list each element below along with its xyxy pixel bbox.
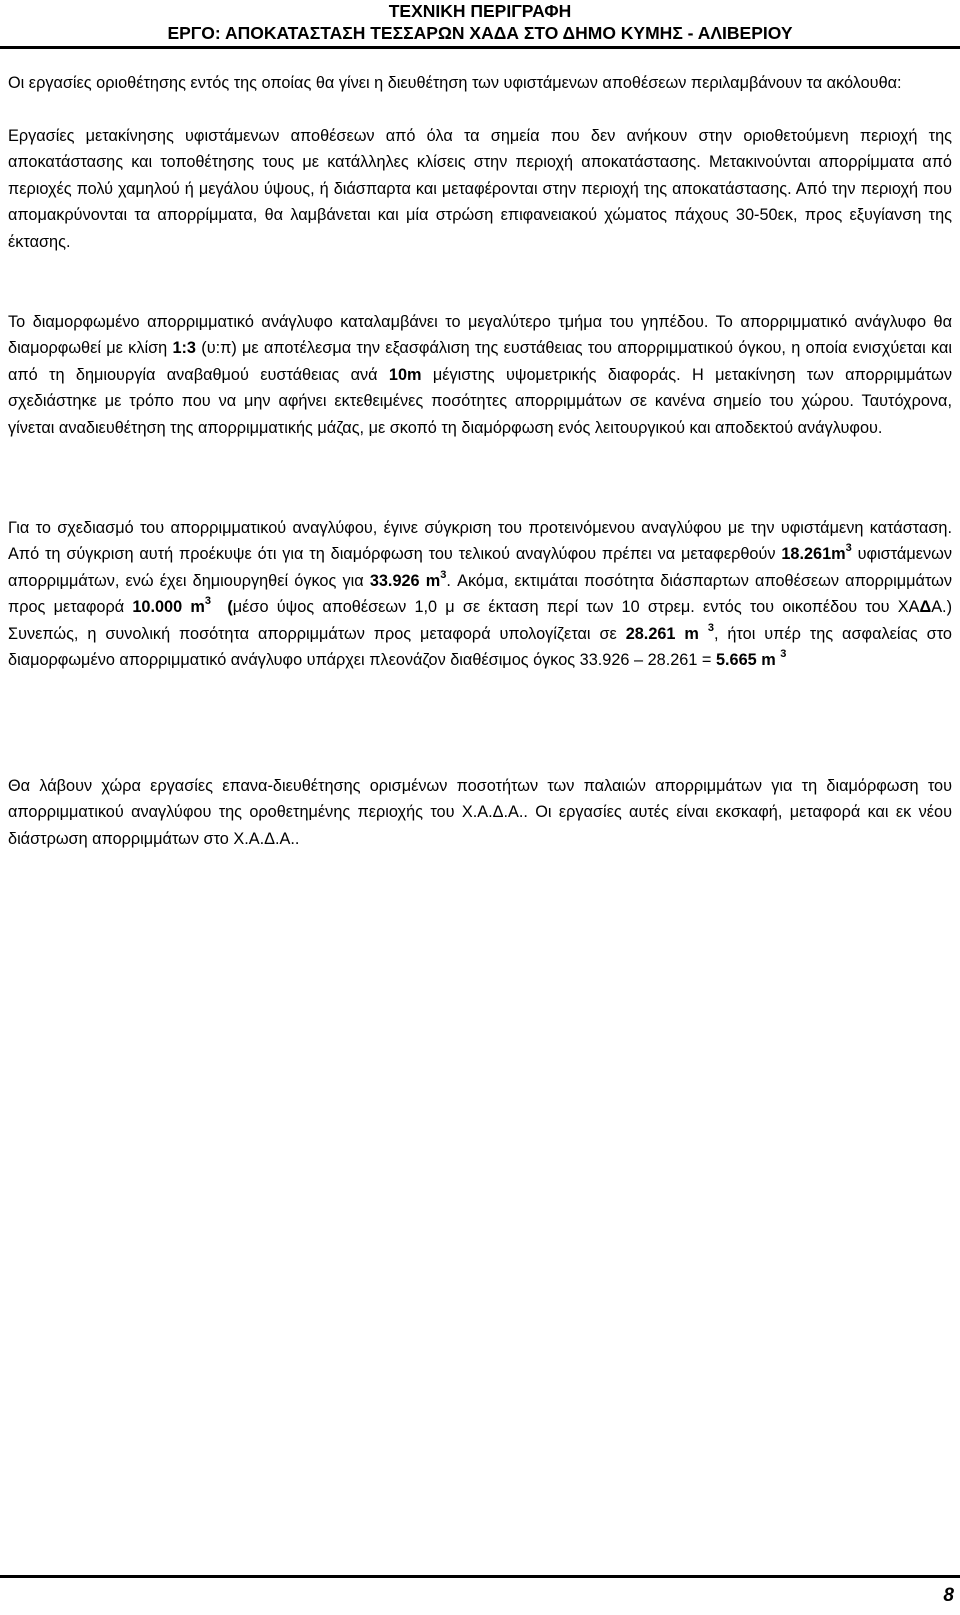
paragraph-relocation-works [8, 123, 952, 255]
volume-created-value: 33.926 $m^3$ [369, 568, 447, 590]
volume-scattered-value: 10.000 $m^3$ [132, 595, 211, 617]
paragraph-landform [8, 309, 952, 441]
paragraph-text: Εργασίες μετακίνησης υφιστάμενων αποθέσεων από όλα τα σημεία που δεν ανήκουν στην οριοθετούμενη περιοχή της αποκατάστασης και τοποθέτησης τους με κατάλληλες κλίσεις στην περιοχή αποκατάστασης. Μετακινούνται απορρίμματα από περιοχές πολύ χαμηλού ή μεγάλου ύψους, ή διάσπαρτα και μεταφέρονται στην περιοχή της αποκατάστασης. Από την περιοχή που απομακρύνονται τα απορρίμματα, θα λαμβάνεται και μία στρώση επιφανειακού χώματος πάχους 30-50εκ, προς εξυγίανση της έκτασης. [8, 127, 952, 251]
volume-surplus-value: 5.665 m $^3$ [715, 648, 787, 670]
text-run: μέγιστης υψομετρικής διαφοράς. Η μετακίνηση των απορριμμάτων σχεδιάστηκε με τρόπο που να μην αφήνει εκτεθειμένες ποσότητες απορριμμάτων σε κανένα σημείο του χώρου. Ταυτόχρονα, γίνεται αναδιευθέτηση της απορριμματικής μάζας, με σκοπό τη διαμόρφωση ενός λειτουργικού και αποδεκτού ανάγλυφου. [8, 365, 952, 437]
text-run: (υ:π) με αποτέλεσμα την εξασφάλιση της ευστάθειας του απορριμματικού όγκου, η οποία ενισχύεται και από τη δημιουργία αναβαθμού ευστάθειας ανά [8, 339, 952, 384]
slope-value: 1:3 [172, 339, 196, 358]
text-run: Για το σχεδιασμό του απορριμματικού αναγλύφου, έγινε σύγκριση του προτεινόμενου αναγλύφου με την υφιστάμενη κατάσταση. Από τη σύγκριση αυτή προέκυψε ότι για τη διαμόρφωση του τελικού αναγλύφου πρέπει να μεταφερθούν [8, 519, 952, 564]
page-number: 8 [943, 1585, 954, 1606]
text-run: υφιστάμενων απορριμμάτων, ενώ έχει δημιουργηθεί όγκος για [8, 545, 952, 590]
header-title: ΤΕΧΝΙΚΗ ΠΕΡΙΓΡΑΦΗ [388, 1, 572, 21]
paragraph-text [8, 309, 952, 441]
footer-divider [0, 1575, 960, 1578]
paragraph-text [8, 515, 952, 673]
paragraph-text: Οι εργασίες οριοθέτησης εντός της οποίας θα γίνει η διευθέτηση των υφιστάμενων αποθέσεων περιλαμβάνουν τα ακόλουθα: [8, 74, 902, 92]
text-run: . Ακόμα, εκτιμάται ποσότητα διάσπαρτων αποθέσεων απορριμμάτων προς μεταφορά [8, 571, 952, 617]
text-run: Α.) Συνεπώς, η συνολική ποσότητα απορριμμάτων προς μεταφορά υπολογίζεται σε [8, 598, 952, 643]
volume-existing-value: $18.261m^3$ [781, 542, 852, 564]
bench-height-value: 10m [388, 365, 422, 384]
paragraph-redistribution [8, 773, 952, 852]
paragraph-volume-calculation [8, 515, 952, 673]
volume-total-value: 28.261 m $^3$ [625, 621, 714, 643]
text-run: μέσο ύψος αποθέσεων 1,0 μ σε έκταση περί των 10 στρεμ. εντός του οικοπέδου του ΧΑ [232, 598, 920, 617]
text-run: , ήτοι υπέρ της ασφαλείας στο διαμορφωμένο απορριμματικό ανάγλυφο υπάρχει πλεονάζον διαθέσιμος όγκος 33.926 – 28.261 = [8, 624, 952, 670]
text-run: Το διαμορφωμένο απορριμματικό ανάγλυφο καταλαμβάνει το μεγαλύτερο τμήμα του γηπέδου. Το απορριμματικό ανάγλυφο θα διαμορφωθεί με κλίση [8, 313, 952, 358]
delta-letter: Δ [919, 598, 932, 617]
paragraph-text: Θα λάβουν χώρα εργασίες επανα-διευθέτησης ορισμένων ποσοτήτων των παλαιών απορριμμάτων για τη διαμόρφωση του απορριμματικού αναγλύφου της οροθετημένης περιοχής του Χ.Α.Δ.Α.. Οι εργασίες αυτές είναι εκσκαφή, μεταφορά και εκ νέου διάστρωση απορριμμάτων στο Χ.Α.Δ.Α.. [8, 777, 952, 848]
open-parenthesis: ( [227, 598, 233, 617]
header-divider [0, 46, 960, 49]
paragraph-intro [8, 70, 952, 96]
header-subtitle: ΕΡΓΟ: ΑΠΟΚΑΤΑΣΤΑΣΗ ΤΕΣΣΑΡΩΝ ΧΑΔΑ ΣΤΟ ΔΗΜΟ ΚΥΜΗΣ - ΑΛΙΒΕΡΙΟΥ [167, 23, 793, 43]
